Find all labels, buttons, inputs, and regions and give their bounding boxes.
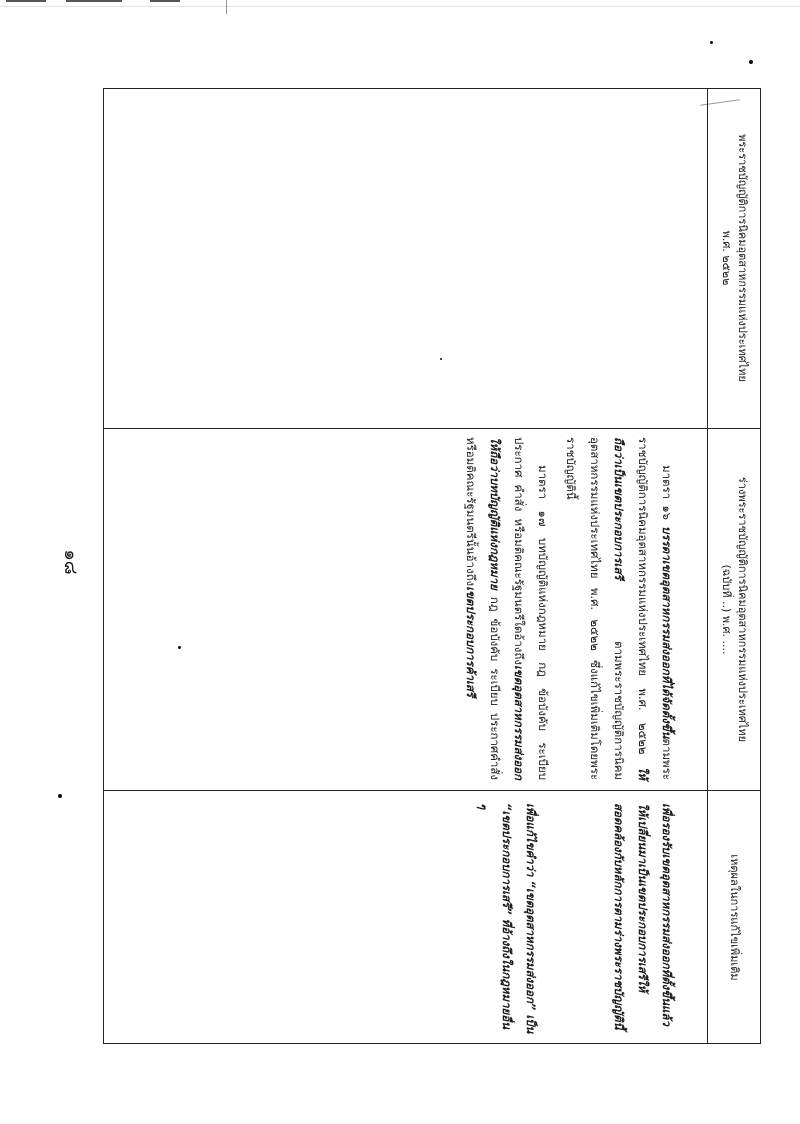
text-run-emphasis: เขตประกอบการค้าเสรี [464,586,478,698]
text-run: มาตรา ๑๖ [660,465,674,527]
draft-body [455,437,679,780]
scan-mark [150,0,180,2]
reason-1: เพื่อรองรับเขตอุตสาหกรรมส่งออกที่ตั้งขึ้นแล้วให้เปลี่ยนมาเป็นเขตประกอบการเสรีให้สอดคล้องกับหลักการตามร่างพระราชบัญญัตินี้ [612,803,674,1030]
section-16 [559,437,679,780]
header-line: (ฉบับที่ ..) พ.ศ. .... [720,564,734,655]
scan-mark [226,0,227,14]
scan-mark [66,0,122,2]
column-draft-act [103,428,761,790]
page-number: ๑๘ [60,549,82,575]
text-run: มาตรา ๑๗ บทบัญญัติแห่งกฎหมาย กฎ ข้อบังคับ ระเบียบ ประกาศ คำสั่ง หรือมติคณะรัฐมนตรีใดอ้างถึง [512,437,550,780]
text-run: กฎ ข้อบังคับ ระเบียบ ประกาศคำสั่ง หรือมติคณะรัฐมนตรีนั้นอ้างถึง [464,437,502,780]
text-run-emphasis: ให้ถือว่าเป็นเขตประกอบการเสรี [612,437,650,780]
header-original-act [707,88,761,428]
scan-mark [6,0,46,2]
column-reasons [103,790,761,1044]
scan-dot [749,60,753,64]
text-run: ตามพระราชบัญญัติการนิคมอุตสาหกรรมแห่งประเทศไทย พ.ศ. ๒๕๒๒ [636,437,674,780]
text-run: ตามพระราชบัญญัติการนิคมอุตสาหกรรมแห่งประเทศไทย พ.ศ. ๒๕๒๒ ซึ่งแก้ไขเพิ่มเติมโดยพระราชบัญญัตินี้ [564,437,626,780]
scan-dot [710,41,713,44]
header-line: เหตุผลในการแก้ไขเพิ่มเติม [728,854,742,981]
scan-dot [58,794,62,798]
rotated-table-content [103,88,761,1044]
reason-2: เพื่อแก้ไขคำว่า “เขตอุตสาหกรรมส่งออก” เป็น “เขตประกอบการเสรี” ที่อ้างถึงในกฎหมายอื่น ๆ [476,803,538,1034]
text-run-emphasis: บรรดาเขตอุตสาหกรรมส่งออกที่ได้จัดตั้งขึ้น [660,526,674,739]
column-original-act [103,88,761,428]
header-line: พ.ศ. ๒๕๒๒ [720,230,734,286]
header-line: พระราชบัญญัติการนิคมอุตสาหกรรมแห่งประเทศไทย [736,134,750,382]
text-run-emphasis: เขตอุตสาหกรรมส่งออกให้ถือว่าบทบัญญัติแห่งกฎหมาย [488,437,526,780]
section-17 [459,437,555,780]
header-draft-act [707,429,761,790]
header-reasons [707,791,761,1044]
header-line: ร่างพระราชบัญญัติการนิคมอุตสาหกรรมแห่งประเทศไทย [736,476,750,743]
